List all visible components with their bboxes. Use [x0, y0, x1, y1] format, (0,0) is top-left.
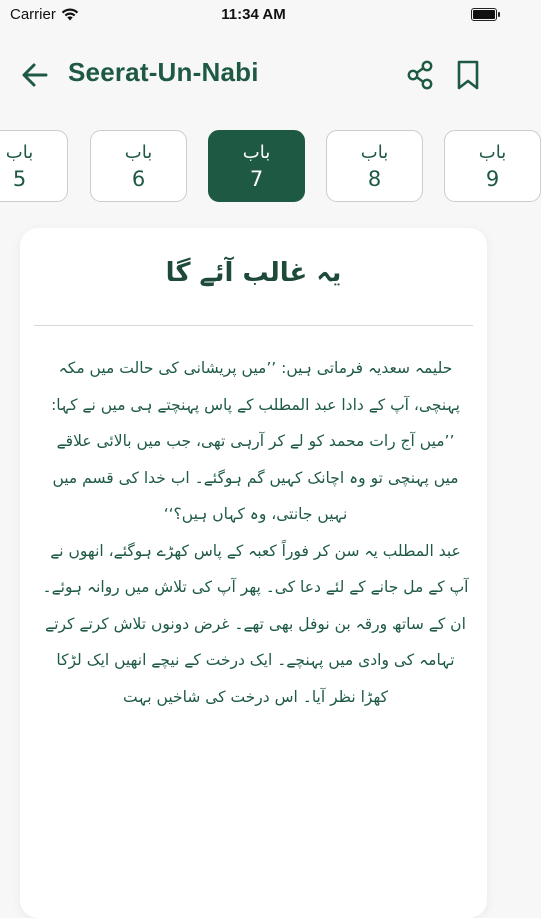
- tab-chapter-5[interactable]: [0, 130, 68, 202]
- tab-chapter-8[interactable]: [326, 130, 423, 202]
- tab-chapter-9[interactable]: [444, 130, 541, 202]
- tab-number: 9: [485, 167, 500, 191]
- carrier-label: Carrier: [10, 6, 56, 23]
- status-time: 11:34 AM: [221, 6, 286, 23]
- bookmark-button[interactable]: [455, 59, 481, 91]
- tab-chapter-6[interactable]: [90, 130, 187, 202]
- tab-label: باب: [478, 142, 507, 163]
- divider: [34, 325, 473, 326]
- arrow-left-icon: [18, 58, 52, 92]
- header: [0, 45, 507, 105]
- tab-number: 8: [367, 167, 382, 191]
- tab-number: 5: [12, 167, 27, 191]
- chapter-title: یہ غالب آئے گا: [165, 258, 342, 288]
- tab-number: 7: [249, 167, 264, 191]
- tab-label: باب: [124, 142, 153, 163]
- battery-icon: [471, 8, 497, 21]
- tab-label: باب: [242, 142, 271, 163]
- tab-chapter-7[interactable]: [208, 130, 305, 202]
- chapter-body: [42, 350, 469, 715]
- paragraph: ’’میں آج رات محمد کو لے کر آرہی تھی، جب میں بالائی علاقے میں پہنچی تو وہ اچانک کہیں گم ہوگئے۔ اب خدا کی قسم میں نہیں جانتی، وہ کہاں ہیں؟‘‘: [52, 432, 459, 523]
- page-title: Seerat-Un-Nabi: [68, 57, 259, 87]
- status-bar: [0, 0, 507, 30]
- content-card: [20, 228, 487, 918]
- back-button[interactable]: [18, 58, 52, 92]
- paragraph: عبد المطلب یہ سن کر فوراً کعبہ کے پاس کھڑے ہوگئے، انھوں نے آپ کے مل جانے کے لئے دعا کی۔ پھر آپ کی تلاش میں روانہ ہوئے۔ ان کے ساتھ ورقہ بن نوفل بھی تھے۔ غرض دونوں تلاش کرتے کرتے تہامہ کی وادی میں پہنچے۔ ایک درخت کے نیچے انھیں ایک لڑکا کھڑا نظر آیا۔ اس درخت کی شاخیں بہت: [42, 541, 469, 706]
- share-icon: [405, 59, 435, 91]
- paragraph: حلیمہ سعدیہ فرماتی ہیں: ’’میں پریشانی کی حالت میں مکہ پہنچی، آپ کے دادا عبد المطلب کے پاس پہنچتے ہی میں نے کہا:: [51, 359, 460, 414]
- tab-label: باب: [360, 142, 389, 163]
- bookmark-icon: [455, 59, 481, 91]
- tab-label: باب: [5, 142, 34, 163]
- tab-number: 6: [131, 167, 146, 191]
- chapter-tabs: [5, 130, 507, 204]
- share-button[interactable]: [405, 59, 435, 91]
